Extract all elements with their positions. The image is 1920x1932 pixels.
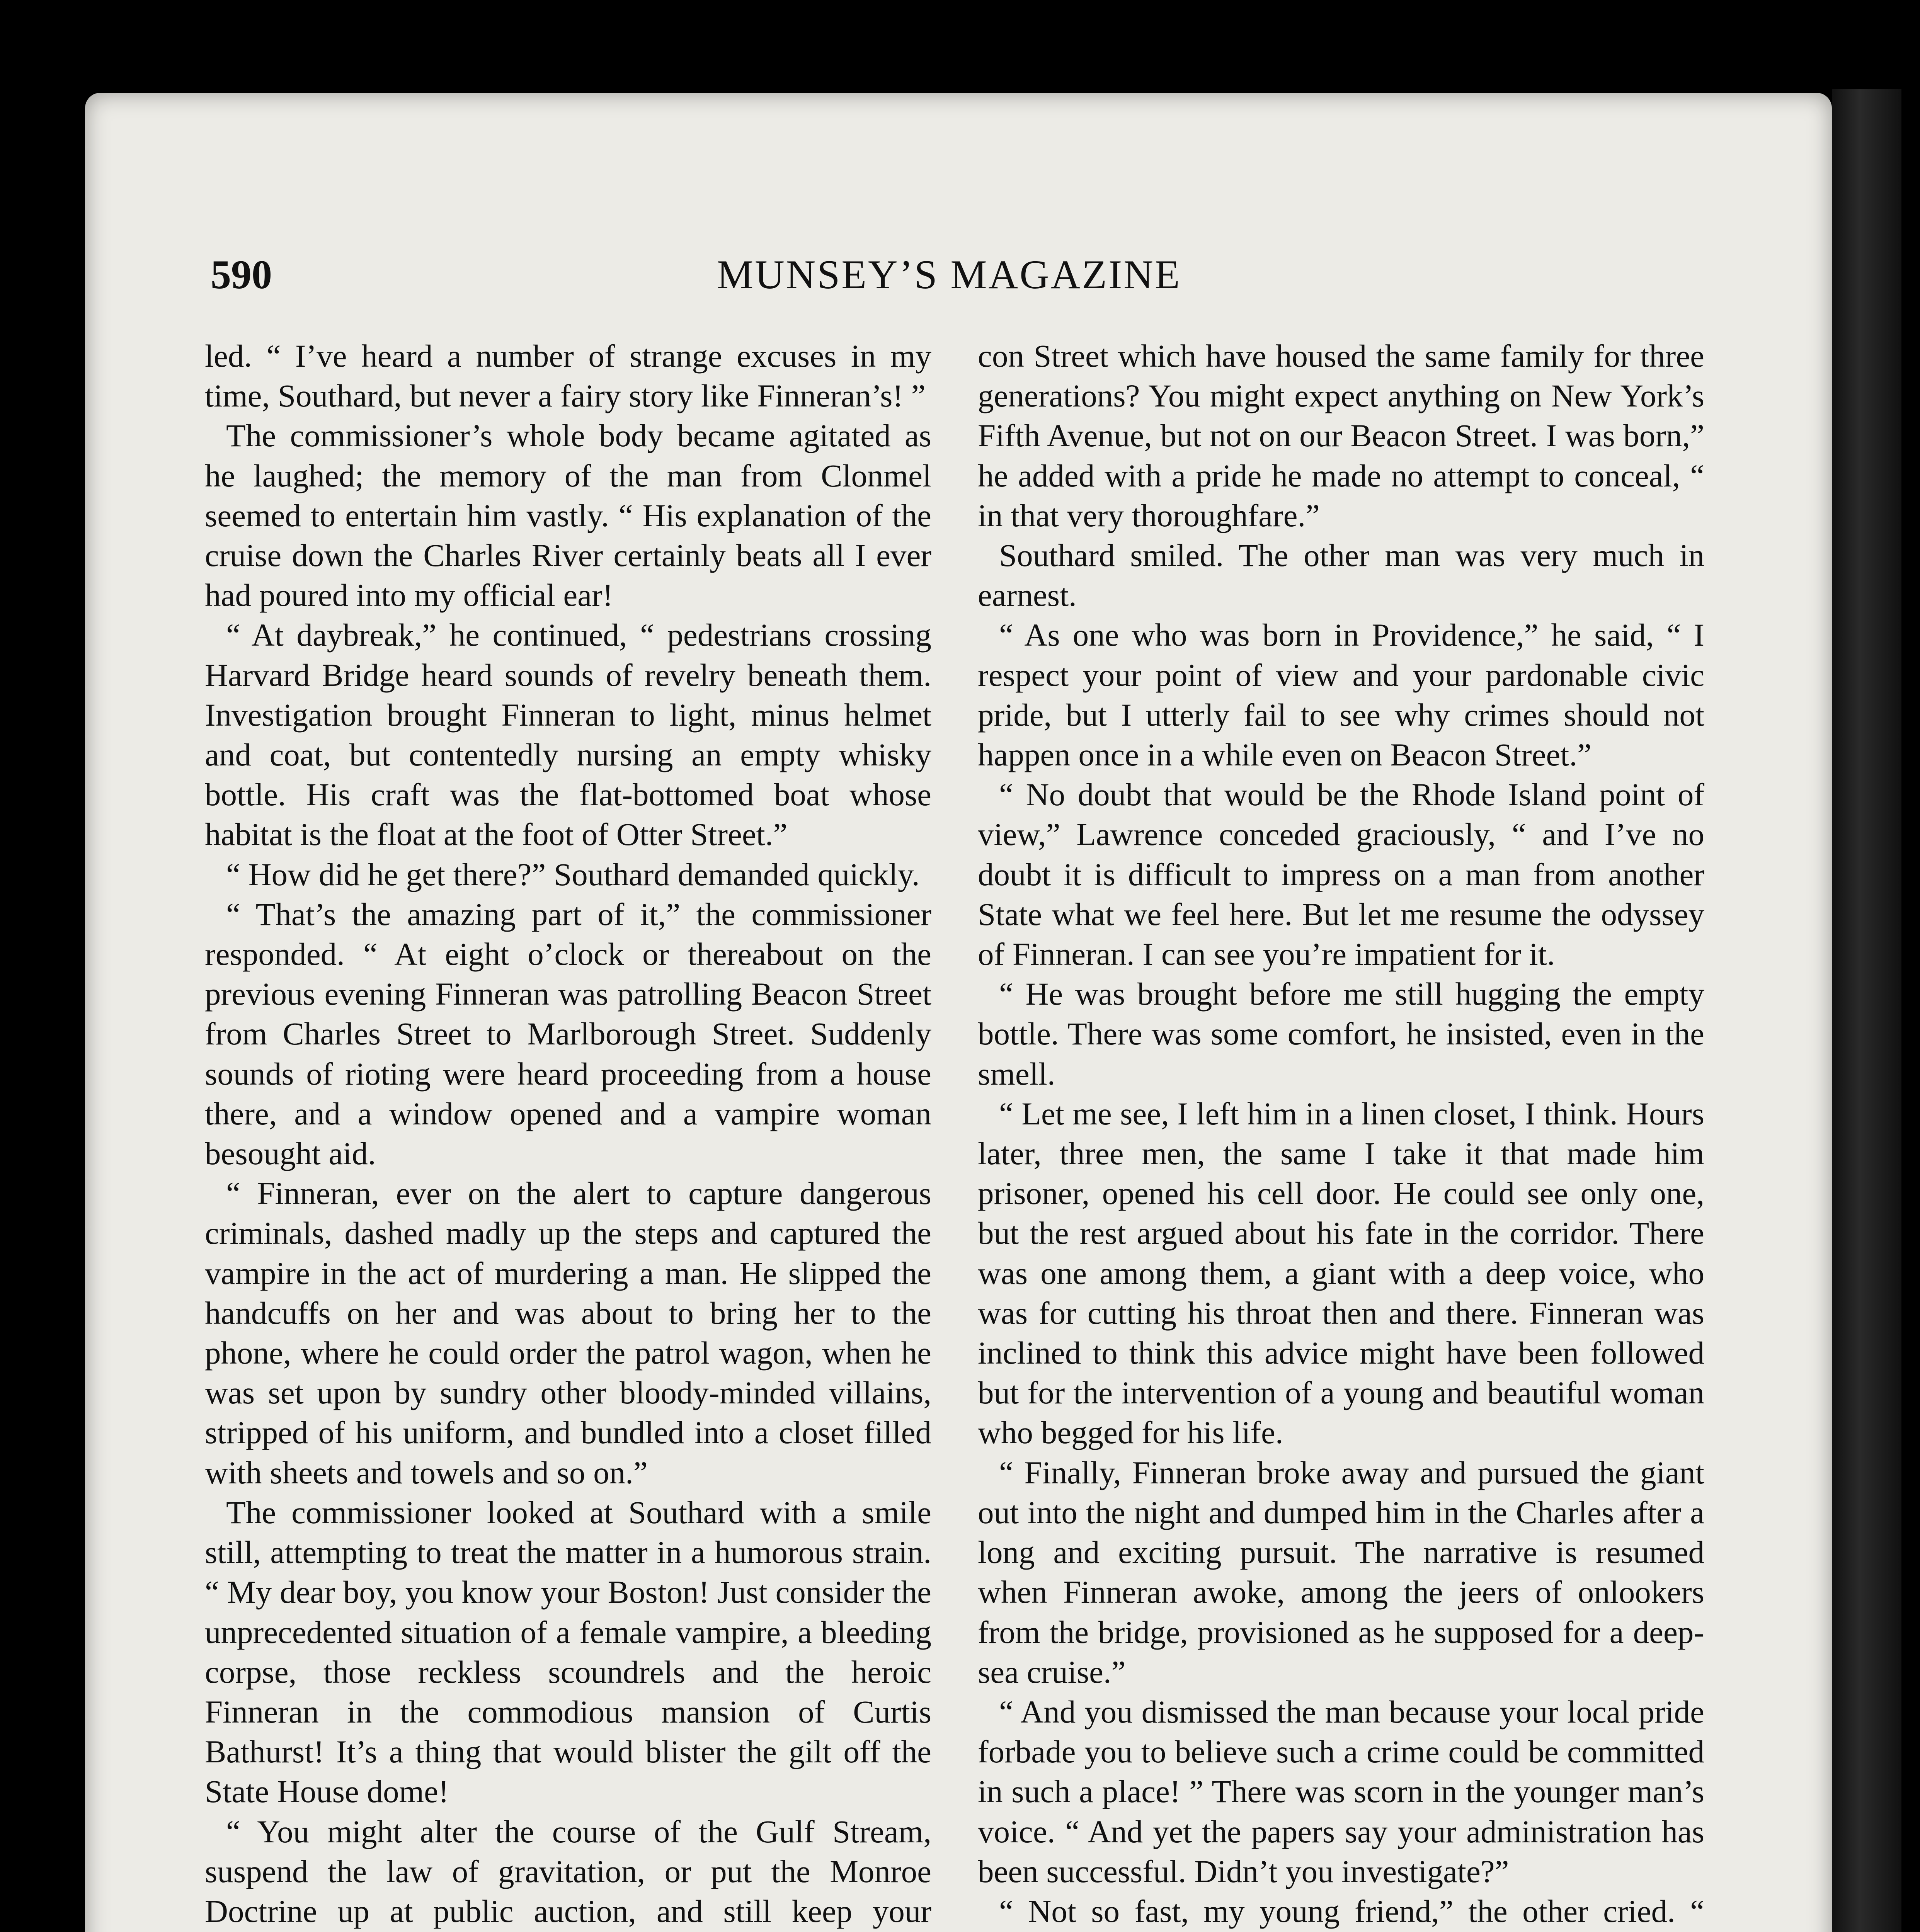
paragraph: “ That’s the amazing part of it,” the commissioner responded. “ At eight o’clock or thereabout on the previous evening Finneran was patrolling Beacon Street from Charles Street to Marlborough Street. Suddenly sounds of rioting were heard proceeding from a house there, and a window opened and a vampire woman besought aid. xyxy=(205,896,931,1172)
paragraph: “ And you dismissed the man because your local pride forbade you to believe such a crime could be committed in such a place! ” There was scorn in the younger man’s voice. “ And yet the papers say your administration has been successful. Didn’t you investigate?” xyxy=(978,1694,1704,1889)
right-column xyxy=(978,336,1704,1932)
paragraph: led. “ I’ve heard a number of strange excuses in my time, Southard, but never a fairy story like Finneran’s! ” xyxy=(205,338,931,414)
magazine-title: MUNSEY’S MAGAZINE xyxy=(717,252,1181,297)
paragraph: The commissioner looked at Southard with a smile still, attempting to treat the matter in a humorous strain. “ My dear boy, you know your Boston! Just consider the unprecedented situation of a female vampire, a bleeding corpse, those reckless scoundrels and the heroic Finneran in the commodious mansion of Curtis Bathurst! It’s a thing that would blister the gilt off the State House dome! xyxy=(205,1494,931,1810)
paragraph: “ He was brought before me still hugging the empty bottle. There was some comfort, he insisted, even in the smell. xyxy=(978,976,1704,1092)
running-head xyxy=(211,251,1718,298)
paragraph: “ As one who was born in Providence,” he said, “ I respect your point of view and your pardonable civic pride, but I utterly fail to see why crimes should not happen once in a while even on Beacon Street.” xyxy=(978,617,1704,773)
paragraph: The commissioner’s whole body became agitated as he laughed; the memory of the man from Clonmel seemed to entertain him vastly. “ His explanation of the cruise down the Charles River certainly beats all I ever had poured into my official ear! xyxy=(205,418,931,613)
paragraph: “ Not so fast, my young friend,” the other cried. “ xyxy=(999,1893,1704,1929)
paragraph: “ How did he get there?” Southard demanded quickly. xyxy=(226,856,920,892)
paragraph: “ At daybreak,” he continued, “ pedestrians crossing Harvard Bridge heard sounds of revelry beneath them. Investigation brought Finneran to light, minus helmet and coat, but contentedly nursing an empty whisky bottle. His craft was the flat-bottomed boat whose habitat is the float at the foot of Otter Street.” xyxy=(205,617,931,852)
left-column xyxy=(205,336,931,1932)
page-number: 590 xyxy=(211,252,272,297)
paragraph: “ Finneran, ever on the alert to capture dangerous criminals, dashed madly up the steps and captured the vampire in the act of murdering a man. He slipped the handcuffs on her and was about to bring her to the phone, where he could order the patrol wagon, when he was set upon by sundry other bloody-minded villains, stripped of his uniform, and bundled into a closet filled with sheets and towels and so on.” xyxy=(205,1175,931,1490)
paragraph: “ Finally, Finneran broke away and pursued the giant out into the night and dumped him in the Charles after a long and exciting pursuit. The narrative is resumed when Finneran awoke, among the jeers of onlookers from the bridge, provisioned as he supposed for a deep-sea cruise.” xyxy=(978,1454,1704,1690)
paragraph: con Street which have housed the same family for three generations? You might expect anything on New York’s Fifth Avenue, but not on our Beacon Street. I was born,” he added with a pride he made no attempt to conceal, “ in that very thoroughfare.” xyxy=(978,338,1704,533)
paragraph: “ You might alter the course of the Gulf Stream, suspend the law of gravitation, or put the Monroe Doctrine up at public auction, and still keep your xyxy=(205,1813,931,1929)
paragraph: “ Let me see, I left him in a linen closet, I think. Hours later, three men, the same I take it that made him prisoner, opened his cell door. He could see only one, but the rest argued about his fate in the corridor. There was one among them, a giant with a deep voice, who was for cutting his throat then and there. Finneran was inclined to think this advice might have been followed but for the intervention of a young and beautiful woman who begged for his life. xyxy=(978,1095,1704,1451)
facing-page-edge xyxy=(1832,89,1901,1932)
paragraph: Southard smiled. The other man was very much in earnest. xyxy=(978,537,1704,613)
paragraph: “ No doubt that would be the Rhode Island point of view,” Lawrence conceded graciously, “ and I’ve no doubt it is difficult to impress on a man from another State what we feel here. But let me resume the odyssey of Finneran. I can see you’re impatient for it. xyxy=(978,777,1704,972)
